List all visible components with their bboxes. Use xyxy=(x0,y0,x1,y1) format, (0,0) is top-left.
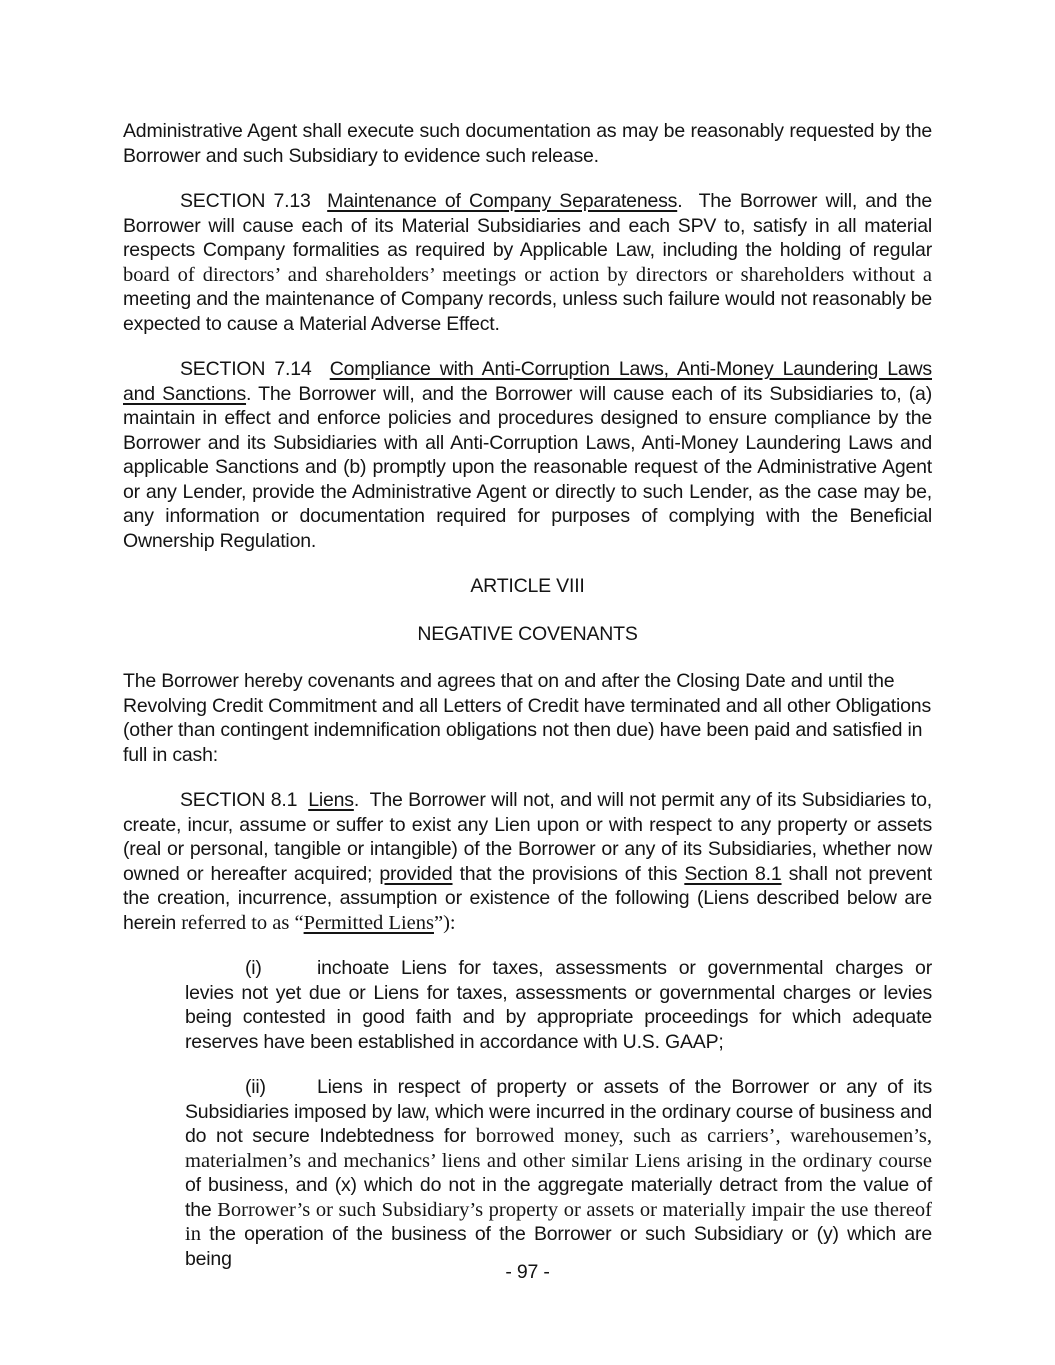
text-segment: of business, and (x) which do not in the aggregate materially detract from the value of the xyxy=(185,1174,932,1221)
text-segment: referred to as “ xyxy=(181,911,304,934)
text-segment: Liens in respect of property or assets of the Borrower or any of its Subsidiaries imposed by law, which were incurred in the ordinary course of business and do not secure Indebtedness for xyxy=(185,1076,932,1147)
text-segment: meeting and the maintenance of Company records, unless such failure would not reasonably be expected to cause a Material Adverse Effect. xyxy=(123,288,932,335)
list-item xyxy=(185,1075,932,1271)
list-item xyxy=(185,956,932,1054)
body-paragraph xyxy=(123,669,932,767)
text-segment: shall not prevent the creation, incurrence, assumption or existence of the following (Liens described below are herein xyxy=(123,862,932,934)
text-segment: SECTION 7.13 xyxy=(180,190,328,212)
text-segment: the operation of the business of the Borrower or such Subsidiary or (y) which are being xyxy=(185,1223,932,1270)
text-segment: board of directors’ and shareholders’ meetings or action by directors or shareholders without a xyxy=(123,263,932,286)
text-segment: Administrative Agent shall execute such documentation as may be reasonably requested by the Borrower and such Subsidiary to evidence such release. xyxy=(123,120,932,167)
text-segment: Liens xyxy=(308,789,354,811)
text-segment: . The Borrower will, and the Borrower will cause each of its Subsidiaries to, (a) maintain in effect and enforce policies and procedures designed to ensure compliance by the Borrower and its Subsidiaries with all Anti-Corruption Laws, Anti-Money Laundering Laws and applicable Sanctions and (b) promptly upon the reasonable request of the Administrative Agent or any Lender, provide the Administrative Agent or directly to such Lender, as the case may be, any information or documentation required for purposes of complying with the Beneficial Ownership Regulation. xyxy=(123,382,932,552)
text-segment: SECTION 8.1 xyxy=(180,789,309,811)
article-heading: NEGATIVE COVENANTS xyxy=(417,622,638,645)
text-segment: . The Borrower will not, and will not permit any of its Subsidiaries to, create, incur, assume or suffer to exist any Lien upon or with respect to any property or assets (real or personal, tangible or intangible) of the Borrower or any of its Subsidiaries, whether now owned or hereafter acquired; xyxy=(123,789,932,885)
list-marker: (ii) xyxy=(245,1076,266,1098)
text-segment: . The Borrower will, and the Borrower will cause each of its Material Subsidiaries and each SPV to, satisfy in all material respects Company formalities as required by Applicable Law, including the holding of regular xyxy=(123,190,932,261)
document-body xyxy=(123,119,932,1271)
text-segment: inchoate Liens for taxes, assessments or governmental charges or levies not yet due or Liens for taxes, assessments or governmental charges or levies being contested in good faith and by appropriate proceedings for which adequate reserves have been established in accordance with U.S. GAAP; xyxy=(185,957,932,1053)
body-paragraph xyxy=(123,119,932,168)
text-segment: The Borrower hereby covenants and agrees that on and after the Closing Date and until the Revolving Credit Commitment and all Letters of Credit have terminated and all other Obligations (other than contingent indemnification obligations not then due) have been paid and satisfied in full in cash: xyxy=(123,670,931,766)
text-segment: Borrower’s or such Subsidiary’s property or assets or materially impair the use thereof in xyxy=(185,1198,932,1245)
text-segment: that the provisions of this xyxy=(452,862,685,885)
page-number: - 97 - xyxy=(505,1261,550,1283)
text-segment: SECTION 7.14 xyxy=(180,358,330,380)
section-paragraph xyxy=(123,357,932,553)
text-segment: Maintenance of Company Separateness xyxy=(327,190,678,212)
text-segment: Compliance with Anti-Corruption Laws, Anti-Money Laundering Laws and Sanctions xyxy=(123,358,932,405)
section-paragraph xyxy=(123,189,932,336)
text-segment: Permitted Liens xyxy=(303,911,434,934)
section-paragraph xyxy=(123,788,932,935)
text-segment: ”): xyxy=(433,911,456,934)
article-heading: ARTICLE VIII xyxy=(470,575,585,597)
list-marker: (i) xyxy=(245,957,262,979)
text-segment: Section 8.1 xyxy=(684,862,782,885)
text-segment: provided xyxy=(379,862,453,885)
text-segment: borrowed money, such as carriers’, warehousemen’s, materialmen’s and mechanics’ liens and other similar Liens arising in the ordinary course xyxy=(185,1125,932,1172)
